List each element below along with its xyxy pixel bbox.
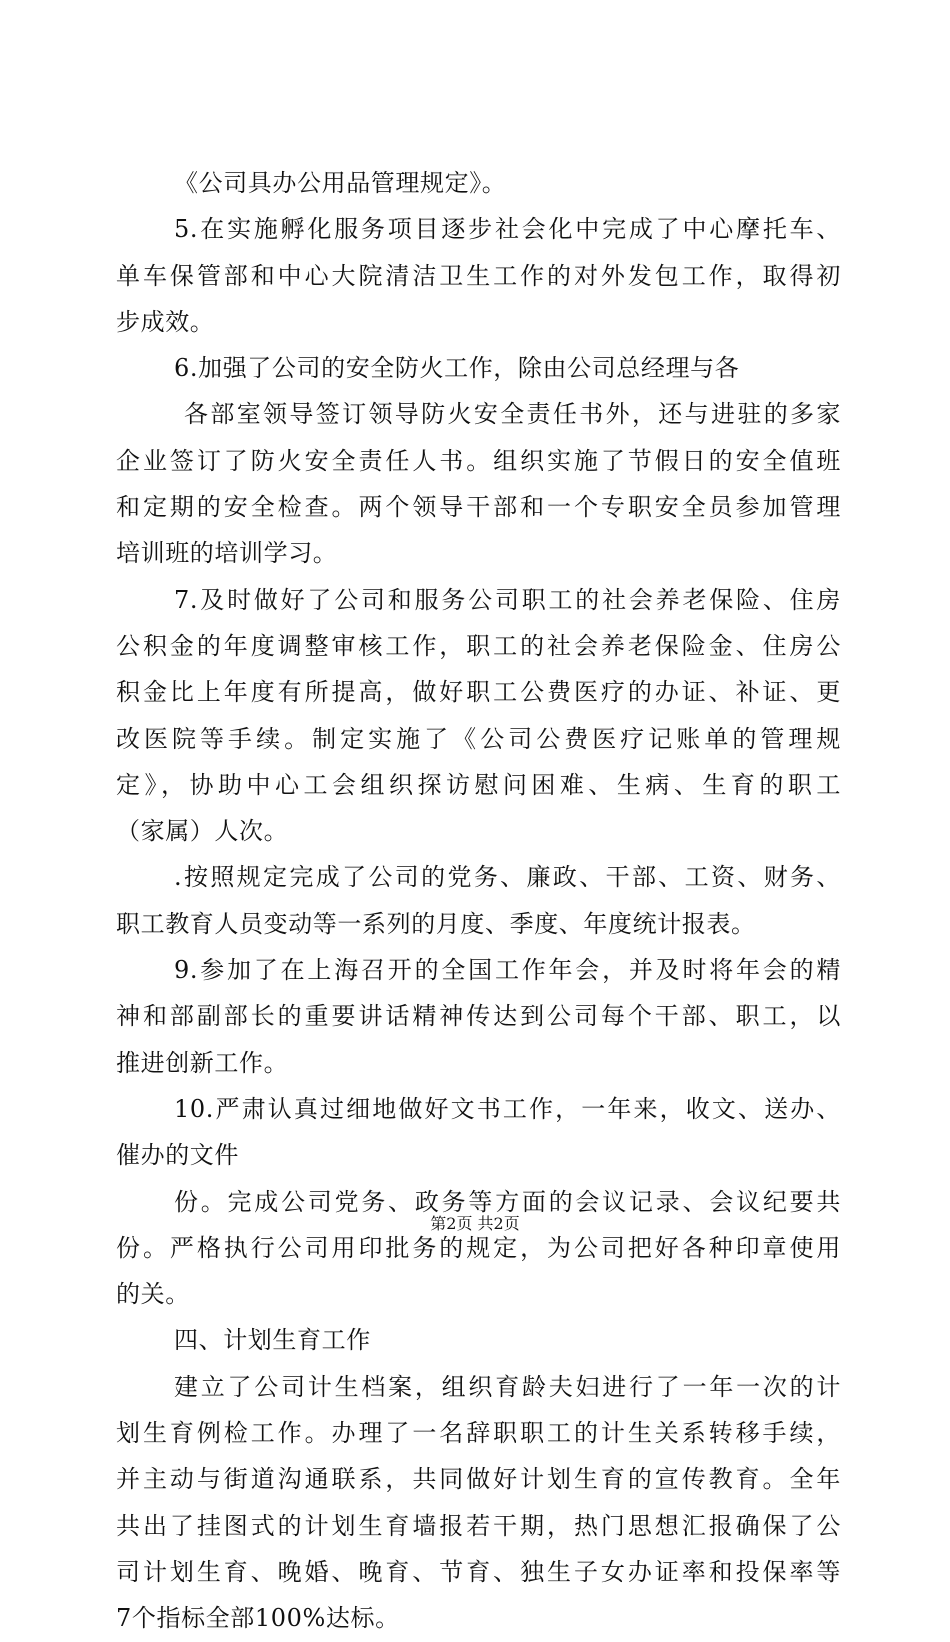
text-line: .按照规定完成了公司的党务、廉政、干部、工资、财务、 <box>174 863 841 892</box>
text-line: 神和部副部长的重要讲话精神传达到公司每个干部、职工，以 <box>116 1002 841 1031</box>
text-line: 份。完成公司党务、政务等方面的会议记录、会议纪要共 <box>174 1187 841 1216</box>
text-line: 7.及时做好了公司和服务公司职工的社会养老保险、住房 <box>174 585 841 614</box>
page-number-footer: 第2页 共2页 <box>430 1214 520 1233</box>
text-line: 单车保管部和中心大院清洁卫生工作的对外发包工作，取得初 <box>116 261 841 290</box>
text-line: 定》，协助中心工会组织探访慰问困难、生病、生育的职工 <box>116 770 841 799</box>
text-line: 9.参加了在上海召开的全国工作年会，并及时将年会的精 <box>174 956 841 985</box>
text-line: 共出了挂图式的计划生育墙报若干期，热门思想汇报确保了公 <box>116 1511 841 1540</box>
section-heading: 四、计划生育工作 <box>174 1326 371 1355</box>
text-line: 企业签订了防火安全责任人书。组织实施了节假日的安全值班 <box>116 446 841 475</box>
text-line: 份。严格执行公司用印批务的规定，为公司把好各种印章使用 <box>116 1233 841 1262</box>
text-line: 和定期的安全检查。两个领导干部和一个专职安全员参加管理 <box>116 493 841 522</box>
text-line: 公积金的年度调整审核工作，职工的社会养老保险金、住房公 <box>116 631 841 660</box>
text-line: 《公司具办公用品管理规定》。 <box>174 169 507 197</box>
text-line: 划生育例检工作。办理了一名辞职职工的计生关系转移手续， <box>116 1419 841 1448</box>
text-line: 的关。 <box>116 1280 190 1309</box>
text-line: 5.在实施孵化服务项目逐步社会化中完成了中心摩托车、 <box>174 215 841 244</box>
text-line: 改医院等手续。制定实施了《公司公费医疗记账单的管理规 <box>116 724 841 753</box>
text-line: 催办的文件 <box>116 1141 239 1170</box>
text-line: （家属）人次。 <box>116 817 289 846</box>
text-line: 6.加强了公司的安全防火工作，除由公司总经理与各 <box>174 354 740 383</box>
text-line: 各部室领导签订领导防火安全责任书外，还与进驻的多家 <box>184 400 841 429</box>
text-line: 步成效。 <box>116 307 215 336</box>
text-line: 推进创新工作。 <box>116 1048 289 1077</box>
text-line: 7个指标全部100%达标。 <box>116 1604 400 1633</box>
document-body <box>116 160 841 1642</box>
text-line: 10.严肃认真过细地做好文书工作，一年来，收文、送办、 <box>174 1094 841 1123</box>
text-line: 积金比上年度有所提高，做好职工公费医疗的办证、补证、更 <box>116 678 841 707</box>
text-line: 职工教育人员变动等一系列的月度、季度、年度统计报表。 <box>116 909 756 938</box>
text-line: 建立了公司计生档案，组织育龄夫妇进行了一年一次的计 <box>174 1372 841 1401</box>
text-line: 司计划生育、晚婚、晚育、节育、独生子女办证率和投保率等 <box>116 1557 841 1586</box>
text-line: 并主动与街道沟通联系，共同做好计划生育的宣传教育。全年 <box>116 1465 841 1494</box>
text-line: 培训班的培训学习。 <box>116 539 338 568</box>
